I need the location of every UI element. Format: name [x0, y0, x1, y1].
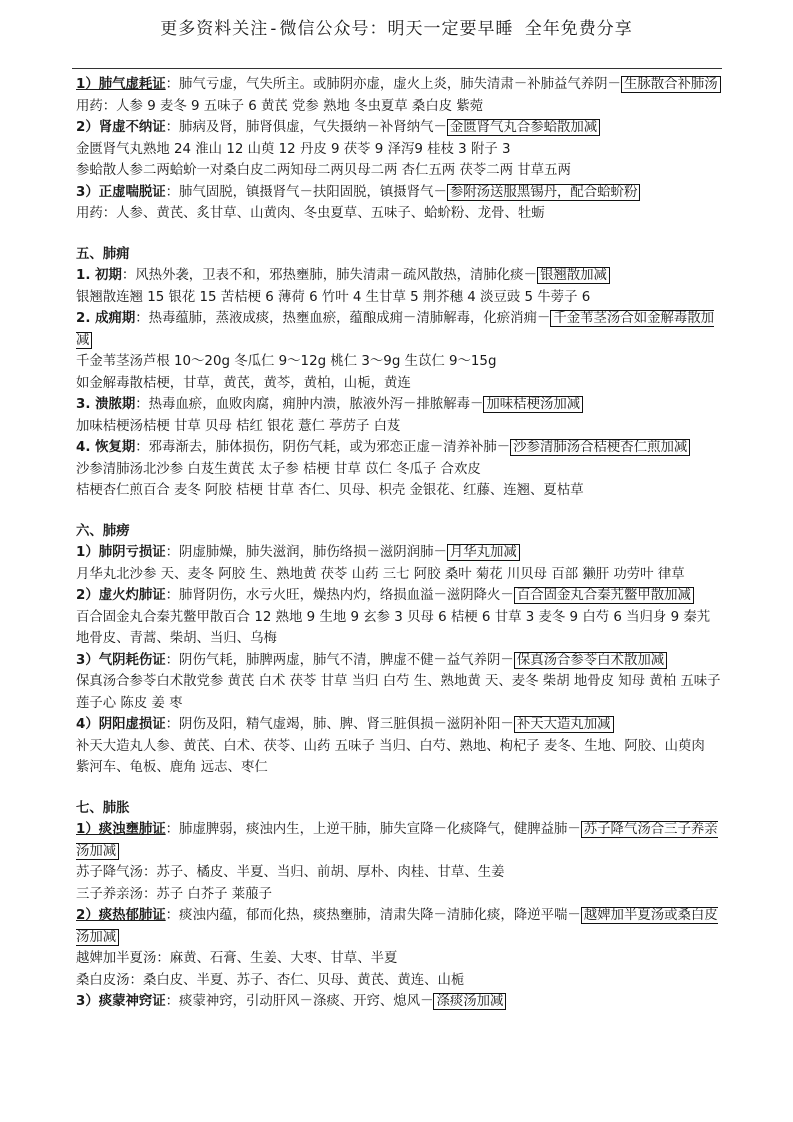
medicine-line: 如金解毒散桔梗，甘草，黄芪，黄芩，黄柏，山栀，黄连	[76, 375, 411, 391]
page-header: 更多资料关注-微信公众号：明天一定要早睡 全年免费分享	[160, 19, 633, 39]
formula-box: 苏子降气汤合三子养亲汤加减	[76, 822, 718, 859]
entry-label: 1）肺气虚耗证	[76, 77, 166, 92]
entry-description: ：肺虚脾弱，痰浊内生，上逆干肺，肺失宣降－化痰降气，健脾益肺－	[165, 822, 581, 837]
entry-label: 2. 成痈期	[76, 311, 136, 326]
entry-heading	[76, 74, 722, 96]
entry-heading	[76, 182, 722, 204]
entry-description: ：痰蒙神窍，引动肝风－涤痰、开窍、熄风－	[165, 994, 434, 1009]
formula-box: 补天大造丸加减	[514, 716, 614, 733]
formula-box: 涤痰汤加减	[433, 993, 506, 1010]
medicine-line: 百合固金丸合秦艽鳖甲散百合 12 熟地 9 生地 9 玄参 3 贝母 6 桔梗 6 甘草 3 麦冬 9 白芍 6 当归身 9 秦艽 地骨皮、青蒿、柴胡、当归、乌梅	[76, 609, 711, 646]
entry-label: 3. 溃脓期	[76, 397, 136, 412]
medicine-line: 保真汤合参苓白术散党参 黄芪 白术 茯苓 甘草 当归 白芍 生、熟地黄 天、麦冬 柴胡 地骨皮 知母 黄柏 五味子 莲子心 陈皮 姜 枣	[76, 674, 721, 711]
entry-label: 1）痰浊壅肺证	[76, 822, 166, 837]
entry-description: ：肺病及肾，肺肾俱虚，气失摄纳－补肾纳气－	[165, 120, 447, 135]
formula-box: 参附汤送服黑锡丹，配合蛤蚧粉	[447, 184, 640, 201]
document-body	[76, 74, 722, 1013]
entry-label: 2）虚火灼肺证	[76, 588, 166, 603]
formula-box: 加味桔梗汤加减	[483, 396, 583, 413]
entry-heading	[76, 905, 722, 948]
entry-heading	[76, 650, 722, 672]
medicine-line: 越婢加半夏汤：麻黄、石膏、生姜、大枣、甘草、半夏	[76, 951, 398, 966]
entry-label: 2）痰热郁肺证	[76, 908, 166, 923]
section-title: 六、肺痨	[76, 523, 130, 539]
medicine-line: 参蛤散人参二两蛤蚧一对桑白皮二两知母二两贝母二两 杏仁五两 茯苓二两 甘草五两	[76, 163, 571, 178]
entry-description: ：阴虚肺燥，肺失滋润，肺伤络损－滋阴润肺－	[165, 545, 447, 560]
entry-heading	[76, 265, 722, 287]
section-title: 七、肺胀	[76, 800, 130, 816]
formula-box: 越婢加半夏汤或桑白皮汤加减	[76, 908, 718, 945]
header-divider	[72, 68, 722, 69]
entry-description: ：阴伤及阳，精气虚竭，肺、脾、肾三脏俱损－滋阴补阳－	[165, 717, 514, 732]
entry-label: 1. 初期	[76, 268, 122, 283]
entry-label: 3）气阴耗伤证	[76, 652, 166, 668]
entry-description: ：肺气固脱，镇摄肾气－扶阳固脱，镇摄肾气－	[165, 184, 447, 200]
entry-label: 3）正虚喘脱证	[76, 184, 166, 200]
formula-box: 金匮肾气丸合参蛤散加减	[447, 119, 600, 136]
formula-box: 月华丸加减	[447, 544, 520, 561]
entry-label: 1）肺阴亏损证	[76, 545, 166, 560]
section-title: 五、肺痈	[76, 246, 130, 262]
entry-heading	[76, 991, 722, 1013]
medicine-line: 沙参清肺汤北沙参 白芨生黄芪 太子参 桔梗 甘草 苡仁 冬瓜子 合欢皮	[76, 461, 481, 477]
entry-description: ：肺气亏虚，气失所主。或肺阴亦虚，虚火上炎，肺失清肃－补肺益气养阴－	[165, 77, 621, 92]
entry-label: 4. 恢复期	[76, 440, 136, 455]
entry-heading	[76, 394, 722, 416]
entry-label: 2）肾虚不纳证	[76, 120, 166, 135]
formula-box: 沙参清肺汤合桔梗杏仁煎加减	[510, 439, 690, 456]
formula-box: 保真汤合参苓白术散加减	[514, 652, 667, 669]
formula-box: 银翘散加减	[537, 267, 610, 284]
medicine-line: 补天大造丸人参、黄芪、白术、茯苓、山药 五味子 当归、白芍、熟地、枸杞子 麦冬、生地、阿胶、山萸肉 紫河车、龟板、鹿角 远志、枣仁	[76, 738, 705, 775]
entry-description: ：痰浊内蕴，郁而化热，痰热壅肺，清肃失降－清肺化痰，降逆平喘－	[165, 908, 581, 923]
entry-description: ：热毒血瘀，血败肉腐，痈肿内溃，脓液外泻－排脓解毒－	[135, 397, 484, 412]
entry-heading	[76, 542, 722, 564]
medicine-line: 桔梗杏仁煎百合 麦冬 阿胶 桔梗 甘草 杏仁、贝母、枳壳 金银花、红藤、连翘、夏枯草	[76, 483, 584, 498]
entry-description: ：热毒蕴肺，蒸液成痰，热壅血瘀，蕴酿成痈－清肺解毒，化瘀消痈－	[135, 311, 551, 326]
entry-heading	[76, 117, 722, 139]
medicine-line: 月华丸北沙参 天、麦冬 阿胶 生、熟地黄 茯苓 山药 三七 阿胶 桑叶 菊花 川贝母 百部 獭肝 功劳叶 律草	[76, 566, 685, 582]
medicine-line: 苏子降气汤：苏子、橘皮、半夏、当归、前胡、厚朴、肉桂、甘草、生姜	[76, 865, 505, 880]
medicine-line: 桑白皮汤：桑白皮、半夏、苏子、杏仁、贝母、黄芪、黄连、山栀	[76, 972, 465, 988]
entry-heading	[76, 714, 722, 736]
medicine-line: 用药：人参 9 麦冬 9 五味子 6 黄芪 党参 熟地 冬虫夏草 桑白皮 紫菀	[76, 98, 484, 114]
entry-description: ：风热外袭，卫表不和，邪热壅肺，肺失清肃－疏风散热，清肺化痰－	[121, 268, 537, 283]
formula-box: 千金苇茎汤合如金解毒散加减	[76, 311, 715, 348]
medicine-line: 用药：人参、黄芪、炙甘草、山黄肉、冬虫夏草、五味子、蛤蚧粉、龙骨、牡蛎	[76, 206, 545, 221]
entry-heading	[76, 308, 722, 351]
formula-box: 生脉散合补肺汤	[621, 76, 721, 93]
medicine-line: 千金苇茎汤芦根 10～20g 冬瓜仁 9～12g 桃仁 3～9g 生苡仁 9～15g	[76, 354, 497, 369]
entry-description: ：阴伤气耗，肺脾两虚，肺气不清，脾虚不健－益气养阴－	[165, 652, 514, 668]
entry-description: ：肺肾阴伤，水亏火旺，燥热内灼，络损血溢－滋阴降火－	[165, 588, 514, 603]
entry-description: ：邪毒渐去，肺体损伤，阴伤气耗，或为邪恋正虚－清养补肺－	[135, 440, 511, 455]
entry-label: 3）痰蒙神窍证	[76, 994, 166, 1009]
entry-label: 4）阴阳虚损证	[76, 717, 166, 732]
medicine-line: 三子养亲汤：苏子 白芥子 莱菔子	[76, 886, 272, 902]
entry-heading	[76, 819, 722, 862]
medicine-line: 银翘散连翘 15 银花 15 苦桔梗 6 薄荷 6 竹叶 4 生甘草 5 荆芥穗 4 淡豆豉 5 牛蒡子 6	[76, 289, 591, 305]
formula-box: 百合固金丸合秦艽鳖甲散加减	[514, 587, 694, 604]
medicine-line: 加味桔梗汤桔梗 甘草 贝母 桔红 银花 薏仁 葶苈子 白芨	[76, 418, 401, 434]
entry-heading	[76, 437, 722, 459]
medicine-line: 金匮肾气丸熟地 24 淮山 12 山萸 12 丹皮 9 茯苓 9 泽泻9 桂枝 3 附子 3	[76, 141, 511, 157]
entry-heading	[76, 585, 722, 607]
